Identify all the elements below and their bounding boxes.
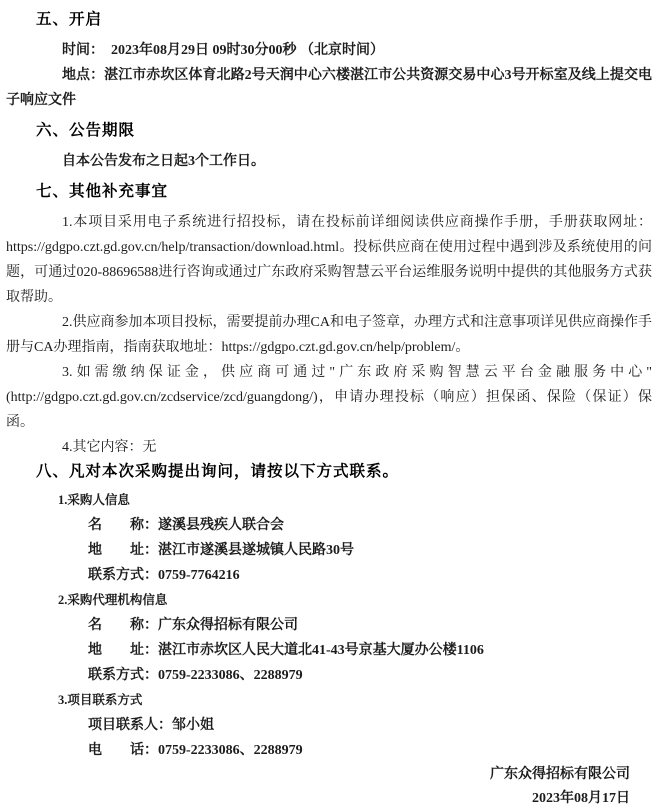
agency-contact-line: 联系方式：0759-2233086、2288979	[88, 668, 303, 683]
project-contact-block	[6, 688, 652, 763]
section7-heading: 七、其他补充事宜	[36, 183, 169, 200]
purchaser-name-line: 名 称：遂溪县残疾人联合会	[88, 518, 284, 533]
signature-date: 2023年08月17日	[532, 791, 630, 806]
supplement-item-1: 1.本项目采用电子系统进行招投标，请在投标前详细阅读供应商操作手册，手册获取网址：https://gdgpo.czt.gd.gov.cn/help/transaction/download.html。投标供应商在使用过程中遇到涉及系统使用的问题，可通过020-88696588进行咨询或通过广东政府采购智慧云平台运维服务说明中提供的其他服务方式获取帮助。	[6, 215, 652, 305]
project-contact-title: 3.项目联系方式	[58, 693, 143, 707]
section8-heading: 八、凡对本次采购提出询问，请按以下方式联系。	[36, 463, 400, 480]
opening-location-paragraph: 地点：湛江市赤坎区体育北路2号天润中心六楼湛江市公共资源交易中心3号开标室及线上提交电子响应文件	[6, 68, 652, 108]
purchaser-info-title: 1.采购人信息	[58, 493, 130, 507]
agency-address-line: 地 址：湛江市赤坎区人民大道北41-43号京基大厦办公楼1106	[88, 643, 484, 658]
agency-info-block	[6, 588, 652, 688]
supplement-item-2: 2.供应商参加本项目投标，需要提前办理CA和电子签章，办理方式和注意事项详见供应商操作手册与CA办理指南，指南获取地址：https://gdgpo.czt.gd.gov.cn/help/problem/。	[6, 315, 652, 355]
announcement-period-line: 自本公告发布之日起3个工作日。	[62, 154, 265, 169]
signature-company: 广东众得招标有限公司	[490, 767, 630, 782]
agency-info-title: 2.采购代理机构信息	[58, 593, 168, 607]
purchaser-info-block	[6, 488, 652, 588]
section6-heading: 六、公告期限	[36, 122, 136, 139]
project-phone-line: 电 话：0759-2233086、2288979	[88, 743, 303, 758]
agency-name-line: 名 称：广东众得招标有限公司	[88, 618, 298, 633]
purchaser-contact-line: 联系方式：0759-7764216	[88, 568, 240, 583]
project-contact-person-line: 项目联系人：邹小姐	[88, 718, 214, 733]
opening-time-line: 时间： 2023年08月29日 09时30分00秒 （北京时间）	[62, 43, 384, 58]
signature-block	[6, 763, 652, 811]
section5-heading: 五、开启	[36, 11, 103, 28]
supplement-item-4: 4.其它内容：无	[62, 440, 157, 455]
supplement-item-3: 3.如需缴纳保证金，供应商可通过"广东政府采购智慧云平台金融服务中心"(http://gdgpo.czt.gd.gov.cn/zcdservice/zcd/guangdong/)，申请办理投标（响应）担保函、保险（保证）保函。	[6, 365, 652, 430]
purchaser-address-line: 地 址：湛江市遂溪县遂城镇人民路30号	[88, 543, 354, 558]
